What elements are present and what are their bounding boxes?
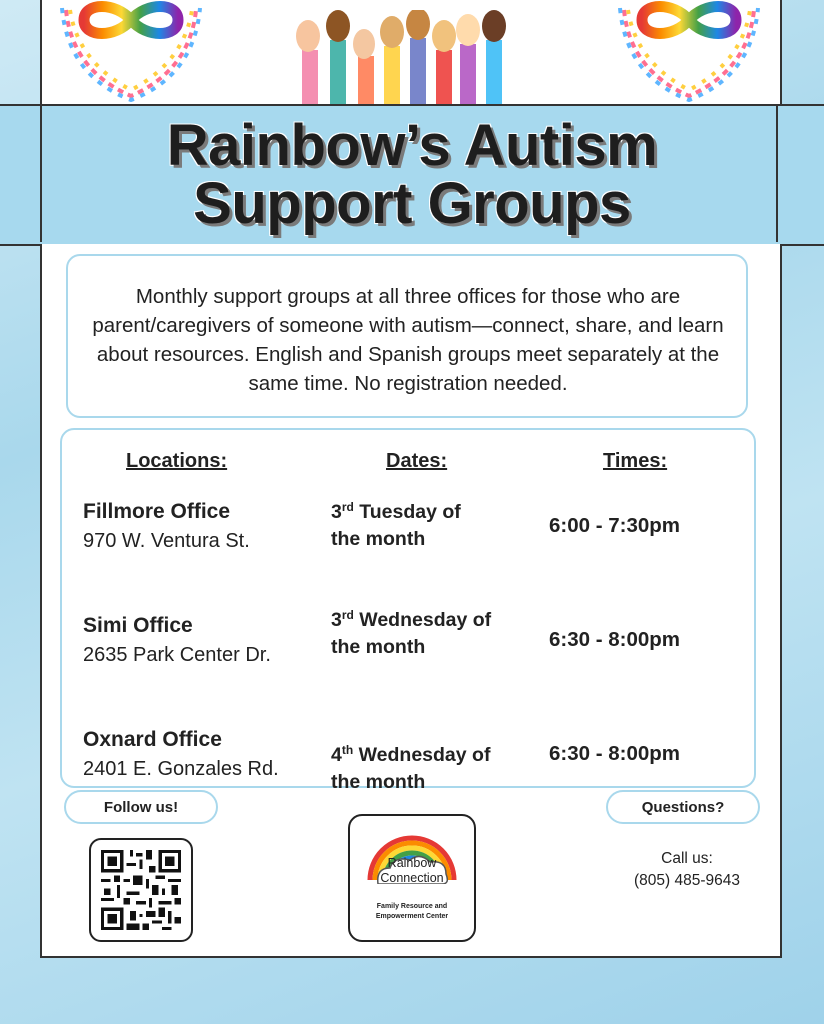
office-address: 970 W. Ventura St. [83,530,250,552]
date-ordinal: 4 [331,744,342,766]
locations-header: Locations: [126,450,228,472]
date-ordinal-suffix: rd [341,608,354,622]
intro-text: Monthly support groups at all three offices for those who are parent/caregivers of someone with autism—connect, share, and learn about resources. English and Spanish groups meet separately at the same time. No registration needed. [92,285,724,395]
meeting-time: 6:00 - 7:30pm [549,514,681,537]
logo-tagline-line-1: Family Resource and [376,903,448,910]
office-address: 2635 Park Center Dr. [83,644,271,666]
date-line-2: the month [331,528,426,550]
qr-code-card[interactable] [89,838,193,942]
date-weekday: Wednesday of [353,744,491,766]
date-weekday: Wednesday of [353,609,492,631]
date-ordinal-suffix: rd [341,500,354,514]
office-name: Fillmore Office [83,500,231,523]
follow-us-label: Follow us! [64,790,218,824]
times-header: Times: [603,450,668,472]
page-title-line-1: Rainbow’s Autism [166,113,658,178]
infinity-heart-wreath-icon [608,0,770,104]
office-address: 2401 E. Gonzales Rd. [83,758,279,780]
date-line-2: the month [331,771,426,793]
date-weekday: Tuesday of [353,501,461,523]
page-title-line-2: Support Groups [193,171,631,236]
dates-header: Dates: [386,450,448,472]
infinity-heart-wreath-icon [50,0,212,104]
meeting-time: 6:30 - 8:00pm [549,742,681,765]
meeting-date [331,602,551,661]
date-ordinal: 3 [331,609,342,631]
logo-name-line-2: Connection [380,871,444,885]
phone-number[interactable]: (805) 485-9643 [634,872,740,889]
office-name: Simi Office [83,614,193,637]
meeting-date [331,494,551,553]
rainbow-connection-logo [348,814,476,942]
qr-code-icon [101,850,181,930]
meeting-date [331,737,551,796]
date-ordinal: 3 [331,501,342,523]
call-us-label: Call us: [661,850,713,867]
questions-label: Questions? [606,790,760,824]
date-ordinal-suffix: th [341,743,354,757]
meeting-time: 6:30 - 8:00pm [549,628,681,651]
logo-tagline-line-2: Empowerment Center [375,913,449,920]
office-name: Oxnard Office [83,728,222,751]
raised-hands-icon [288,10,528,104]
logo-name-line-1: Rainbow [387,856,437,870]
date-line-2: the month [331,636,426,658]
